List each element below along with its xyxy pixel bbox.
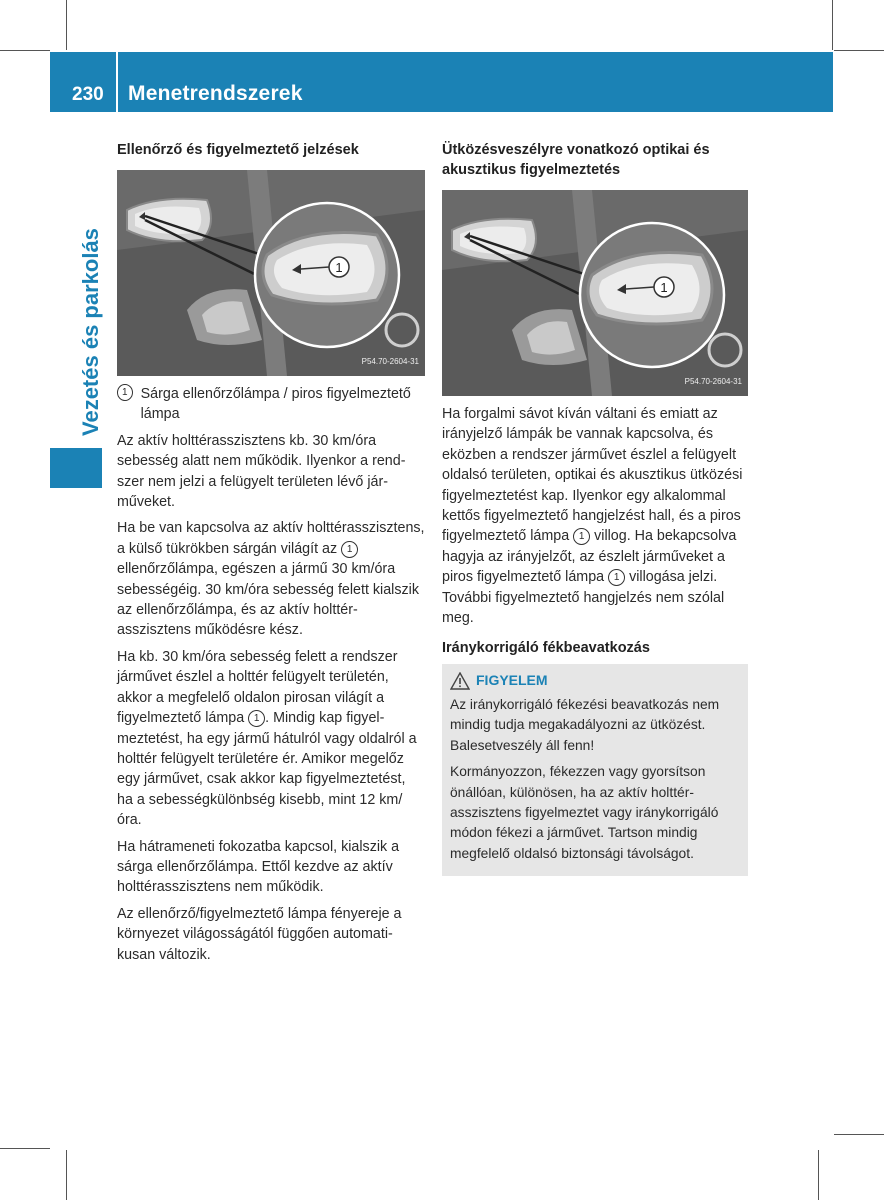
warning-text: Az iránykorrigáló fékezési beavatkozás nem mindig tudja megakadályozni az ütközést. Balesetveszély áll fenn! [450,696,720,753]
legend-text: Sárga ellenőrzőlámpa / piros figyelmeztető lámpa [140,386,411,423]
mirror-illustration [117,170,425,376]
crop-mark [818,1150,819,1200]
side-label: Vezetés és parkolás [78,228,103,436]
warning-header [450,670,740,690]
figure-id: P54.70-2604-31 [684,376,742,386]
page-number: 230 [72,84,104,105]
paragraph: Ha kb. 30 km/óra sebesség felett a rendszer járművet észlel a holttér felügyelt területén, akkor a megfelelő oldalon pirosan világít a figyelmeztető lámpa 1 . Mindig kap figyelmeztetést, ha egy jármű hátulról vagy oldalról a holttér felügyelt területére ér. Amikor megelőz egy járművet, csak akkor kap figyelmeztetést, ha a sebességkülönbség kisebb, mint 12 km/óra. [117,648,417,829]
crop-mark [0,50,50,51]
crop-mark [66,1150,67,1200]
callout-number: 1 [248,710,265,727]
left-column [117,140,425,971]
crop-mark [0,1148,50,1149]
crop-mark [66,0,67,50]
warning-box [442,664,748,876]
callout-number: 1 [608,569,625,586]
warning-triangle-icon [450,672,470,690]
callout-label: 1 [660,280,668,295]
figure-id: P54.70-2604-31 [361,356,419,366]
paragraph: Az ellenőrző/figyelmeztető lámpa fényereje a környezet világosságától függően automatikusan változik. [117,905,402,963]
warning-text: Kormányozzon, fékezzen vagy gyorsítson önállóan, különösen, ha az aktív holttérasszisztens figyelmeztet vagy iránykorrigáló módon fékezi a járművet. Tartson mindig megfelelő oldalsó biztonsági távolságot. [450,764,719,861]
paragraph: Ha hátrameneti fokozatba kapcsol, kialszik a sárga ellenőrzőlámpa. Ettől kezdve az aktív holttérasszisztens nem működik. [117,838,400,896]
header-title: Menetrendszerek [128,82,303,105]
right-heading-2: Iránykorrigáló fékbeavatkozás [442,640,650,657]
right-heading: Ütközésveszélyre vonatkozó optikai és akusztikus figyelmeztetés [442,142,710,178]
crop-mark [834,50,884,51]
crop-mark [834,1134,884,1135]
left-heading: Ellenőrző és figyelmeztető jelzések [117,142,359,158]
mirror-figure [117,170,425,376]
callout-number: 1 [341,541,358,558]
right-column [442,140,748,876]
paragraph: Az aktív holttérasszisztens kb. 30 km/óra sebesség alatt nem működik. Ilyenkor a rendszer nem jelzi a felügyelt területen lévő járműveket. [117,432,406,511]
warning-title: FIGYELEM [476,672,548,689]
side-tab-block [50,448,102,488]
paragraph: Ha be van kapcsolva az aktív holttérasszisztens, a külső tükrökben sárgán világít az 1 ellenőrzőlámpa, egészen a jármű 30 km/óra sebességéig. 30 km/óra sebesség felett kialszik az ellenőrzőlámpa, és az aktív holttérasszisztens működésre kész. [117,520,425,639]
mirror-figure [442,190,748,396]
crop-mark [832,0,833,50]
paragraph: Ha forgalmi sávot kíván váltani és emiatt az irányjelző lámpák be vannak kapcsolva, és eközben a rendszer járművet észlel a felügyelt oldalsó területen, optikai és akusztikus ütközési figyelmeztetést kap. Ilyenkor egy alkalommal kettős figyelmeztető hangjelzést hall, és a piros figyelmeztető lámpa 1 villog. Ha bekapcsolva hagyja az irányjelzőt, az észlelt járműveket a piros figyelmeztető lámpa 1 villogása jelzi. További figyelmeztető hangjelzés nem szólal meg. [442,406,743,627]
callout-label: 1 [335,260,343,275]
mirror-illustration [442,190,748,396]
legend-item [117,384,425,425]
callout-number: 1 [117,384,133,401]
callout-number: 1 [573,528,590,545]
